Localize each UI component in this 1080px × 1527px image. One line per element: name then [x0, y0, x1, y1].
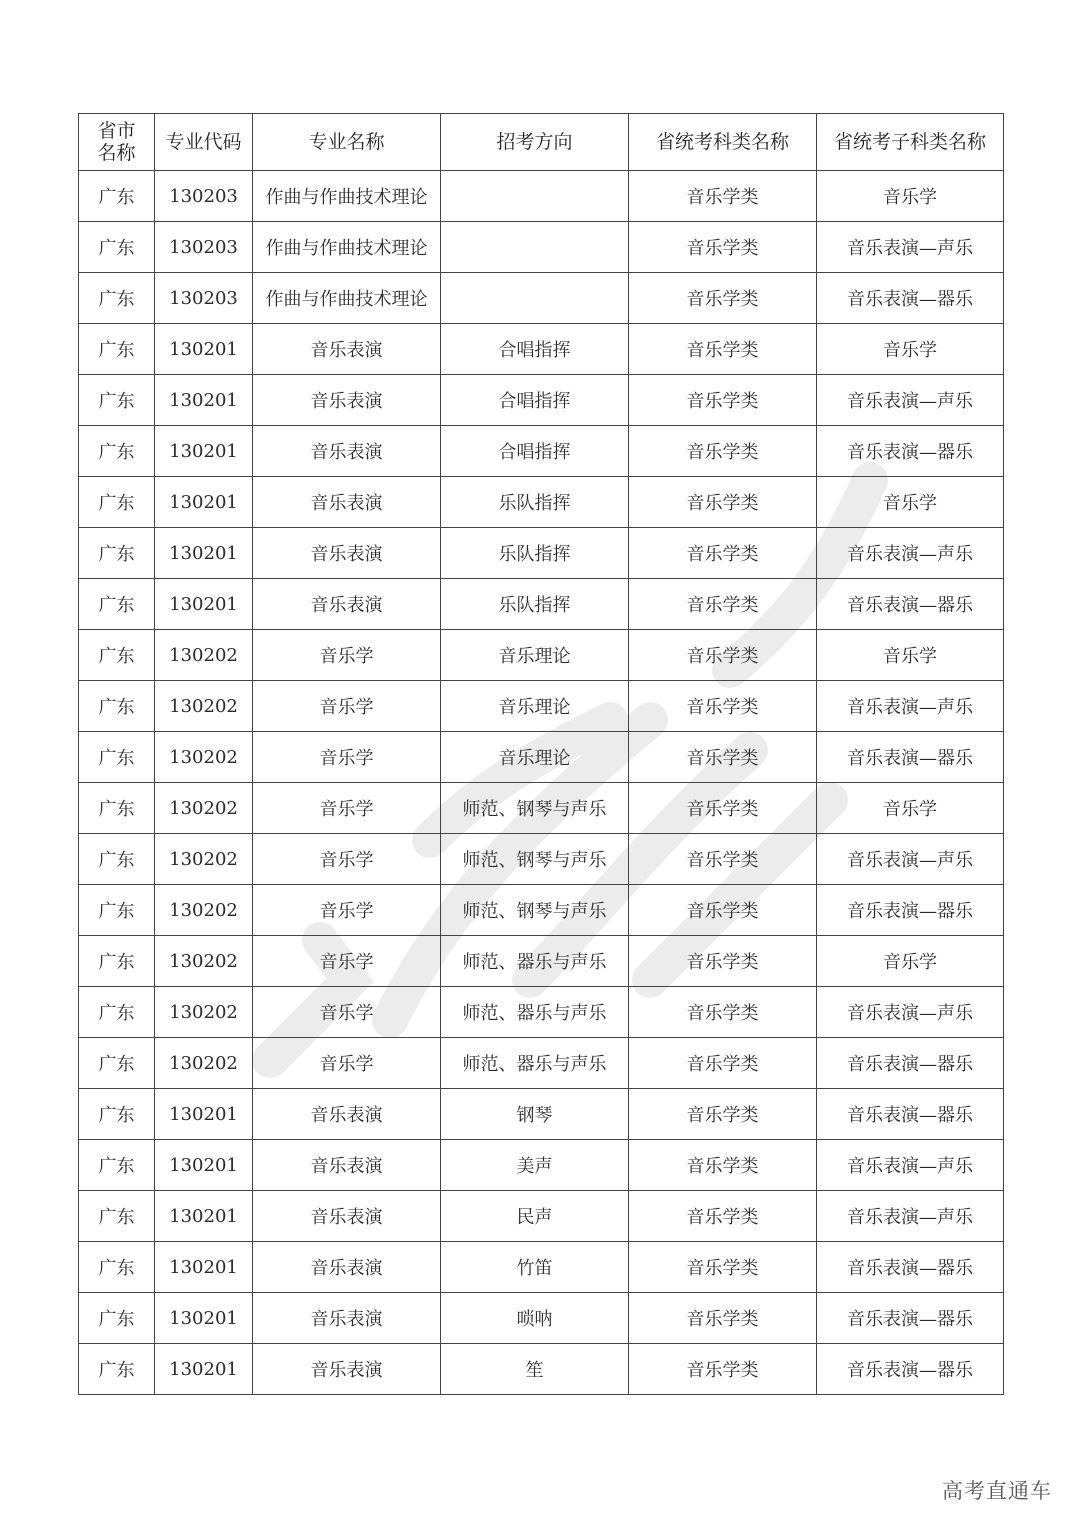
cell-direction: 师范、钢琴与声乐	[441, 834, 629, 885]
cell-subcategory: 音乐表演—器乐	[817, 1242, 1004, 1293]
table-row	[79, 936, 1004, 987]
cell-direction	[441, 273, 629, 324]
cell-name: 音乐学	[253, 936, 441, 987]
cell-category: 音乐学类	[629, 477, 817, 528]
header-province	[79, 114, 155, 171]
cell-direction: 音乐理论	[441, 732, 629, 783]
cell-code: 130201	[155, 1089, 253, 1140]
cell-name: 音乐表演	[253, 579, 441, 630]
cell-category: 音乐学类	[629, 1242, 817, 1293]
cell-province: 广东	[79, 171, 155, 222]
cell-direction: 唢呐	[441, 1293, 629, 1344]
table-row	[79, 783, 1004, 834]
table-header-row	[79, 114, 1004, 171]
cell-province: 广东	[79, 1089, 155, 1140]
cell-category: 音乐学类	[629, 222, 817, 273]
cell-name: 音乐学	[253, 1038, 441, 1089]
cell-province: 广东	[79, 324, 155, 375]
cell-subcategory: 音乐表演—器乐	[817, 1293, 1004, 1344]
cell-direction	[441, 222, 629, 273]
cell-name: 作曲与作曲技术理论	[253, 222, 441, 273]
cell-category: 音乐学类	[629, 579, 817, 630]
cell-category: 音乐学类	[629, 1344, 817, 1395]
cell-name: 音乐学	[253, 630, 441, 681]
cell-category: 音乐学类	[629, 987, 817, 1038]
table-body	[79, 171, 1004, 1395]
cell-code: 130201	[155, 426, 253, 477]
cell-direction: 乐队指挥	[441, 528, 629, 579]
admission-table	[78, 113, 1004, 1395]
cell-province: 广东	[79, 273, 155, 324]
cell-name: 音乐学	[253, 732, 441, 783]
header-direction: 招考方向	[441, 114, 629, 171]
table-row	[79, 426, 1004, 477]
cell-category: 音乐学类	[629, 528, 817, 579]
cell-province: 广东	[79, 1140, 155, 1191]
cell-direction	[441, 171, 629, 222]
cell-category: 音乐学类	[629, 375, 817, 426]
cell-name: 作曲与作曲技术理论	[253, 273, 441, 324]
cell-code: 130201	[155, 1140, 253, 1191]
cell-subcategory: 音乐表演—器乐	[817, 273, 1004, 324]
header-province-line2: 名称	[97, 142, 136, 164]
cell-province: 广东	[79, 528, 155, 579]
header-category: 省统考科类名称	[629, 114, 817, 171]
table-row	[79, 1242, 1004, 1293]
cell-direction: 竹笛	[441, 1242, 629, 1293]
cell-category: 音乐学类	[629, 171, 817, 222]
cell-code: 130202	[155, 987, 253, 1038]
header-subcategory: 省统考子科类名称	[817, 114, 1004, 171]
cell-subcategory: 音乐表演—声乐	[817, 987, 1004, 1038]
cell-name: 音乐表演	[253, 1089, 441, 1140]
cell-category: 音乐学类	[629, 732, 817, 783]
cell-name: 音乐表演	[253, 375, 441, 426]
cell-name: 音乐表演	[253, 477, 441, 528]
cell-province: 广东	[79, 987, 155, 1038]
table-row	[79, 630, 1004, 681]
cell-code: 130202	[155, 885, 253, 936]
table-row	[79, 579, 1004, 630]
source-watermark: 高考直通车	[942, 1479, 1052, 1503]
table-row	[79, 885, 1004, 936]
table-row	[79, 732, 1004, 783]
table-row	[79, 1344, 1004, 1395]
cell-code: 130201	[155, 1293, 253, 1344]
cell-province: 广东	[79, 1344, 155, 1395]
cell-subcategory: 音乐学	[817, 936, 1004, 987]
cell-subcategory: 音乐表演—声乐	[817, 528, 1004, 579]
cell-subcategory: 音乐学	[817, 630, 1004, 681]
cell-subcategory: 音乐表演—器乐	[817, 1038, 1004, 1089]
cell-direction: 师范、器乐与声乐	[441, 987, 629, 1038]
cell-subcategory: 音乐表演—声乐	[817, 681, 1004, 732]
cell-name: 音乐学	[253, 885, 441, 936]
cell-name: 音乐学	[253, 783, 441, 834]
cell-name: 音乐学	[253, 834, 441, 885]
cell-name: 音乐表演	[253, 426, 441, 477]
cell-province: 广东	[79, 375, 155, 426]
cell-subcategory: 音乐表演—器乐	[817, 1344, 1004, 1395]
cell-subcategory: 音乐表演—声乐	[817, 375, 1004, 426]
cell-name: 音乐表演	[253, 1191, 441, 1242]
cell-category: 音乐学类	[629, 273, 817, 324]
cell-subcategory: 音乐表演—器乐	[817, 579, 1004, 630]
cell-category: 音乐学类	[629, 1140, 817, 1191]
cell-code: 130201	[155, 528, 253, 579]
cell-province: 广东	[79, 222, 155, 273]
cell-subcategory: 音乐表演—器乐	[817, 732, 1004, 783]
cell-code: 130201	[155, 477, 253, 528]
table-row	[79, 1191, 1004, 1242]
table-row	[79, 324, 1004, 375]
header-province-line1: 省市	[97, 120, 136, 142]
cell-direction: 合唱指挥	[441, 426, 629, 477]
cell-province: 广东	[79, 1293, 155, 1344]
table-row	[79, 171, 1004, 222]
cell-subcategory: 音乐表演—器乐	[817, 885, 1004, 936]
cell-category: 音乐学类	[629, 783, 817, 834]
cell-subcategory: 音乐表演—声乐	[817, 834, 1004, 885]
cell-category: 音乐学类	[629, 426, 817, 477]
cell-subcategory: 音乐学	[817, 477, 1004, 528]
table-row	[79, 375, 1004, 426]
cell-direction: 师范、钢琴与声乐	[441, 885, 629, 936]
cell-province: 广东	[79, 477, 155, 528]
table-row	[79, 528, 1004, 579]
cell-direction: 音乐理论	[441, 681, 629, 732]
cell-code: 130202	[155, 681, 253, 732]
table-row	[79, 477, 1004, 528]
cell-direction: 师范、器乐与声乐	[441, 1038, 629, 1089]
cell-direction: 乐队指挥	[441, 477, 629, 528]
cell-category: 音乐学类	[629, 681, 817, 732]
cell-name: 音乐表演	[253, 528, 441, 579]
cell-code: 130203	[155, 273, 253, 324]
table-row	[79, 1140, 1004, 1191]
cell-province: 广东	[79, 1191, 155, 1242]
cell-direction: 乐队指挥	[441, 579, 629, 630]
table-row	[79, 222, 1004, 273]
table-row	[79, 1089, 1004, 1140]
cell-province: 广东	[79, 834, 155, 885]
cell-subcategory: 音乐表演—器乐	[817, 426, 1004, 477]
cell-province: 广东	[79, 426, 155, 477]
cell-category: 音乐学类	[629, 1089, 817, 1140]
cell-code: 130201	[155, 1344, 253, 1395]
cell-name: 音乐表演	[253, 1344, 441, 1395]
cell-province: 广东	[79, 1242, 155, 1293]
cell-name: 音乐表演	[253, 1242, 441, 1293]
cell-direction: 音乐理论	[441, 630, 629, 681]
cell-direction: 师范、器乐与声乐	[441, 936, 629, 987]
cell-subcategory: 音乐学	[817, 324, 1004, 375]
cell-code: 130203	[155, 222, 253, 273]
cell-name: 音乐表演	[253, 324, 441, 375]
cell-direction: 美声	[441, 1140, 629, 1191]
table-row	[79, 273, 1004, 324]
cell-category: 音乐学类	[629, 834, 817, 885]
cell-province: 广东	[79, 885, 155, 936]
table-row	[79, 1038, 1004, 1089]
cell-category: 音乐学类	[629, 1293, 817, 1344]
table-row	[79, 681, 1004, 732]
cell-name: 音乐表演	[253, 1140, 441, 1191]
table-row	[79, 987, 1004, 1038]
cell-subcategory: 音乐表演—声乐	[817, 1140, 1004, 1191]
cell-code: 130202	[155, 783, 253, 834]
table-row	[79, 1293, 1004, 1344]
cell-category: 音乐学类	[629, 936, 817, 987]
cell-name: 音乐学	[253, 681, 441, 732]
cell-province: 广东	[79, 936, 155, 987]
cell-code: 130201	[155, 1242, 253, 1293]
cell-province: 广东	[79, 1038, 155, 1089]
cell-subcategory: 音乐表演—器乐	[817, 1089, 1004, 1140]
cell-province: 广东	[79, 681, 155, 732]
cell-province: 广东	[79, 579, 155, 630]
cell-category: 音乐学类	[629, 1191, 817, 1242]
cell-province: 广东	[79, 783, 155, 834]
cell-direction: 合唱指挥	[441, 324, 629, 375]
cell-subcategory: 音乐表演—声乐	[817, 1191, 1004, 1242]
cell-subcategory: 音乐表演—声乐	[817, 222, 1004, 273]
cell-category: 音乐学类	[629, 324, 817, 375]
cell-direction: 民声	[441, 1191, 629, 1242]
cell-code: 130202	[155, 834, 253, 885]
cell-province: 广东	[79, 732, 155, 783]
cell-direction: 笙	[441, 1344, 629, 1395]
cell-direction: 钢琴	[441, 1089, 629, 1140]
cell-code: 130201	[155, 1191, 253, 1242]
header-name: 专业名称	[253, 114, 441, 171]
cell-category: 音乐学类	[629, 1038, 817, 1089]
header-code: 专业代码	[155, 114, 253, 171]
cell-name: 音乐表演	[253, 1293, 441, 1344]
cell-subcategory: 音乐学	[817, 783, 1004, 834]
cell-code: 130203	[155, 171, 253, 222]
cell-name: 作曲与作曲技术理论	[253, 171, 441, 222]
cell-code: 130201	[155, 375, 253, 426]
cell-direction: 合唱指挥	[441, 375, 629, 426]
cell-category: 音乐学类	[629, 885, 817, 936]
cell-subcategory: 音乐学	[817, 171, 1004, 222]
cell-code: 130202	[155, 936, 253, 987]
cell-province: 广东	[79, 630, 155, 681]
cell-direction: 师范、钢琴与声乐	[441, 783, 629, 834]
cell-code: 130202	[155, 630, 253, 681]
cell-code: 130202	[155, 732, 253, 783]
cell-code: 130201	[155, 579, 253, 630]
cell-name: 音乐学	[253, 987, 441, 1038]
cell-category: 音乐学类	[629, 630, 817, 681]
cell-code: 130202	[155, 1038, 253, 1089]
table-row	[79, 834, 1004, 885]
cell-code: 130201	[155, 324, 253, 375]
